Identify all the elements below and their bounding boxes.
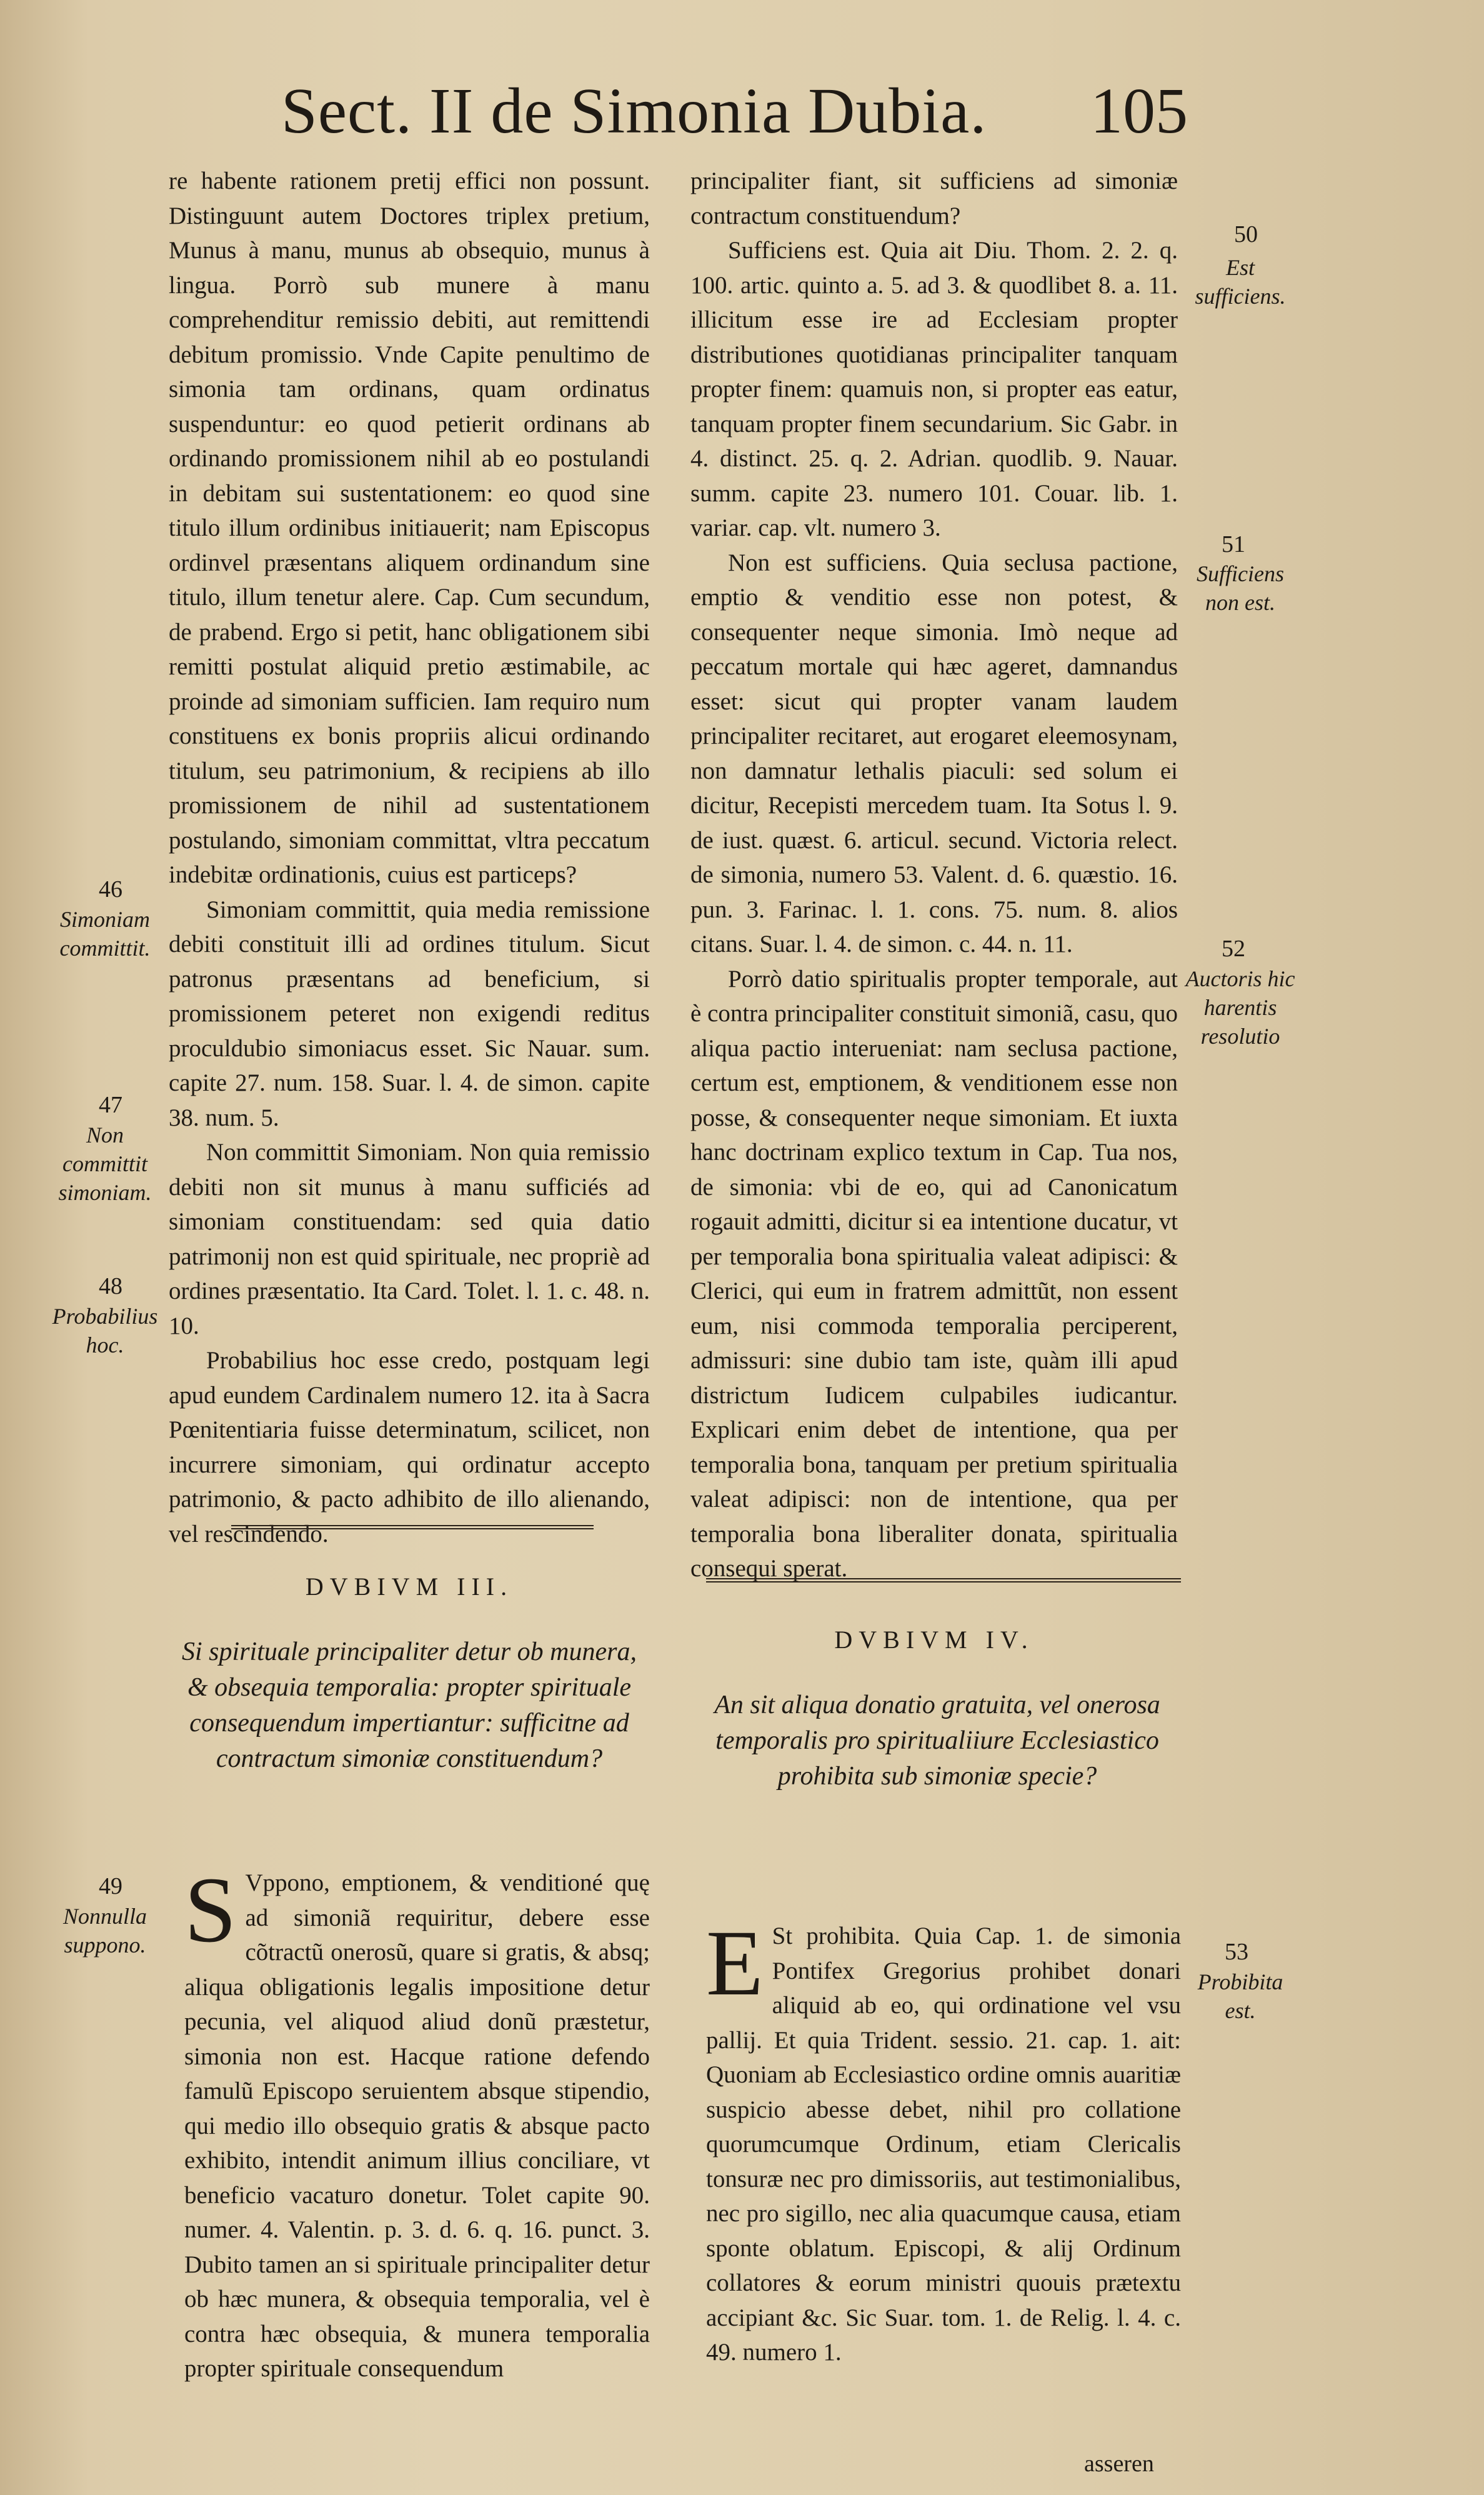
margin-number-52: 52 [1222,936,1245,962]
paragraph-46: Simoniam committit, quia media remissione debiti constituit illi ad ordines titulum. Sicut patronus præsentans ad beneficium, si promissionem peteret non exigendi reditus proculdubio simoniacus esset. Sic Nauar. sum. capite 27. num. 158. Suar. l. 4. de simon. capite 38. num. 5. [169,896,650,1131]
margin-note-48: Probabilius hoc. [52,1304,158,1358]
drop-cap-e: E [706,1911,764,2015]
margin-note-46: Simoniam committit. [59,907,151,961]
dubium-4-heading: DVBIVM IV. [834,1626,1034,1654]
paragraph-53: St prohibita. Quia Cap. 1. de simonia Pontifex Gregorius prohibet donari aliquid ab eo, qui ordinatione vel vsu pallij. Et quia Trident. sessio. 21. cap. 1. ait: Quoniam ab Ecclesiastico ordine omnis auaritiæ suspicio abesse debet, nihil pro collatione quorumcumque Ordinum, etiam Clericalis tonsuræ nec pro dimissoriis, aut testimonialibus, nec pro sigillo, nec alia quacumque causa, etiam sponte oblatum. Episcopi, & alij Ordinum collatores & eorum ministri quouis prætextu accipiant &c. Sic Suar. tom. 1. de Relig. l. 4. c. 49. numero 1. [706,1922,1181,2366]
page-number: 105 [1090,75,1188,147]
paragraph-50: Sufficiens est. Quia ait Diu. Thom. 2. 2. q. 100. artic. quinto a. 5. ad 3. & quodlibet 8. a. 11. illicitum esse ire ad Ecclesiam propter distributiones quotidianas principaliter tanquam propter finem: quamuis non, si propter eas eatur, tanquam propter finem secundarium. Sic Gabr. in 4. distinct. 25. q. 2. Adrian. quodlib. 9. Nauar. summ. capite 23. numero 101. Couar. lib. 1. variar. cap. vlt. numero 3. [690,237,1178,541]
margin-number-49: 49 [99,1873,122,1899]
margin-note-52: Auctoris hic harentis resolutio [1185,966,1295,1049]
left-intro-paragraph: re habente rationem pretij effici non possunt. Distinguunt autem Doctores triplex pretium, Munus à manu, munus ab obsequio, munus à lingua. Porrò sub munere à manu comprehenditur remissio debiti, aut remittendi debitum promissio. Vnde Capite penultimo de simonia tam ordinans, quam ordinatus suspenduntur: eo quod petierit ordinans ab ordinando promissionem nihil ab eo postulandi in debitam sui sustentationem: eo quod sine titulo illum ordinibus initiauerit; nam Episcopus ordinvel præsentans aliquem ordinandum sine titulo, illum tenetur alere. Cap. Cum secundum, de prabend. Ergo si petit, hanc obligationem sibi remitti postulat aliquid pretio æstimabile, ac proinde ad simoniam sufficien. Iam requiro num constituens ex bonis propriis alicui ordinando titulum, seu patrimonium, & recipiens ab illo promissionem de nihil ad sustentationem postulando, simoniam committat, vltra peccatum indebitæ ordinationis, cuius est particeps? [169,168,650,888]
catchword: asseren [1084,2451,1154,2477]
section-divider-right [706,1578,1181,1582]
paragraph-52: Porrò datio spiritualis propter temporale, aut è contra principaliter constituit simoniã, casu, quo aliqua pactio interueniat: nam seclusa pactione, certum est, emptionem, & venditionem esse non posse, & consequenter neque simoniam. Et iuxta hanc doctrinam explico textum in Cap. Tua nos, de simonia: vbi de eo, qui ad Canonicatum rogauit admitti, dicitur si ea intentione ducatur, vt per temporalia bona spiritualia valeat adipisci: & Clerici, qui eum in fratrem admittũt, non essent eum, nisi commoda temporalia perciperent, admissuri: sine dubio tam iste, quàm illi apud districtum Iudicem culpabiles iudicantur. Explicari enim debet de intentione, qua per temporalia bona, tanquam per pretium spiritualia valeat adipisci: non de intentione, qua per temporalia bona liberaliter donata, spiritualia consequi sperat. [690,965,1178,1582]
margin-note-53: Probibita est. [1197,1969,1283,2023]
margin-note-49: Nonnulla suppono. [62,1904,147,1958]
running-header: Sect. II de Simonia Dubia. [281,75,987,147]
margin-number-53: 53 [1225,1939,1248,1965]
margin-number-47: 47 [99,1092,122,1118]
paragraph-53-block [706,1911,1181,2370]
margin-note-47: Non committit simoniam. [58,1122,152,1205]
margin-number-46: 46 [99,876,122,902]
margin-note-50: Est sufficiens. [1195,255,1286,309]
right-intro-paragraph: principaliter fiant, sit sufficiens ad simoniæ contractum constituendum? [690,168,1178,229]
right-column [690,164,1178,1586]
dubium-4-question: An sit aliqua donatio gratuita, vel onerosa temporalis pro spiritualiiure Ecclesiastico prohibita sub simoniæ specie? [714,1691,1160,1791]
section-divider-left [231,1525,594,1529]
paragraph-49: Vppono, emptionem, & venditioné quę ad simoniã requiritur, debere esse cõtractũ onerosũ, quare si gratis, & absq; aliqua obligationis legalis impositione detur pecunia, vel aliquod aliud donũ præstetur, simonia non est. Hacque ratione defendo famulũ Episcopo seruientem absque stipendio, qui medio illo obsequio gratis & absque pacto exhibito, intendit animum illius conciliare, vt beneficio vacaturo donetur. Tolet capite 90. numer. 4. Valentin. p. 3. d. 6. q. 16. punct. 3. Dubito tamen an si spirituale principaliter detur ob hæc munera, & obsequia temporalia, vel è contra hæc obsequia, & munera temporalia propter spirituale consequendum [184,1869,650,2382]
paragraph-47: Non committit Simoniam. Non quia remissio debiti non sit munus à manu sufficiés ad simoniam constituendam: sed quia datio patrimonij non est quid spirituale, nec propriè ad ordines præsentatio. Ita Card. Tolet. l. 1. c. 48. n. 10. [169,1139,650,1339]
dubium-3-question: Si spirituale principaliter detur ob munera, & obsequia temporalia: propter spirituale consequendum impertiantur: sufficitne ad contractum simoniæ constituendum? [182,1638,637,1773]
paragraph-51: Non est sufficiens. Quia seclusa pactione, emptio & venditio esse non potest, & consequenter neque simonia. Imò neque ad peccatum mortale qui hæc ageret, damnandus esset: sicut qui propter vanam laudem principaliter recitaret, aut erogaret eleemosynam, non damnatur lethalis piaculi: sed solum ei dicitur, Recepisti mercedem tuam. Ita Sotus l. 9. de iust. quæst. 6. articul. secund. Victoria relect. de simonia, numero 53. Valent. d. 6. quæstio. 16. pun. 3. Farinac. l. 1. cons. 75. num. 8. alios citans. Suar. l. 4. de simon. c. 44. n. 11. [690,549,1178,958]
paragraph-48: Probabilius hoc esse credo, postquam legi apud eundem Cardinalem numero 12. ita à Sacra Pœnitentiaria fuisse determinatum, scilicet, non incurrere simoniam, qui ordinatur accepto patrimonio, & pacto adhibito de illo alienando, vel rescindendo. [169,1347,650,1548]
paragraph-49-block [184,1858,650,2386]
margin-note-51: Sufficiens non est. [1197,561,1284,615]
margin-number-48: 48 [99,1273,122,1299]
margin-number-51: 51 [1222,531,1245,558]
drop-cap-s: S [184,1858,237,1962]
margin-number-50: 50 [1234,221,1258,248]
left-column [169,164,650,1551]
dubium-3-heading: DVBIVM III. [305,1572,514,1601]
